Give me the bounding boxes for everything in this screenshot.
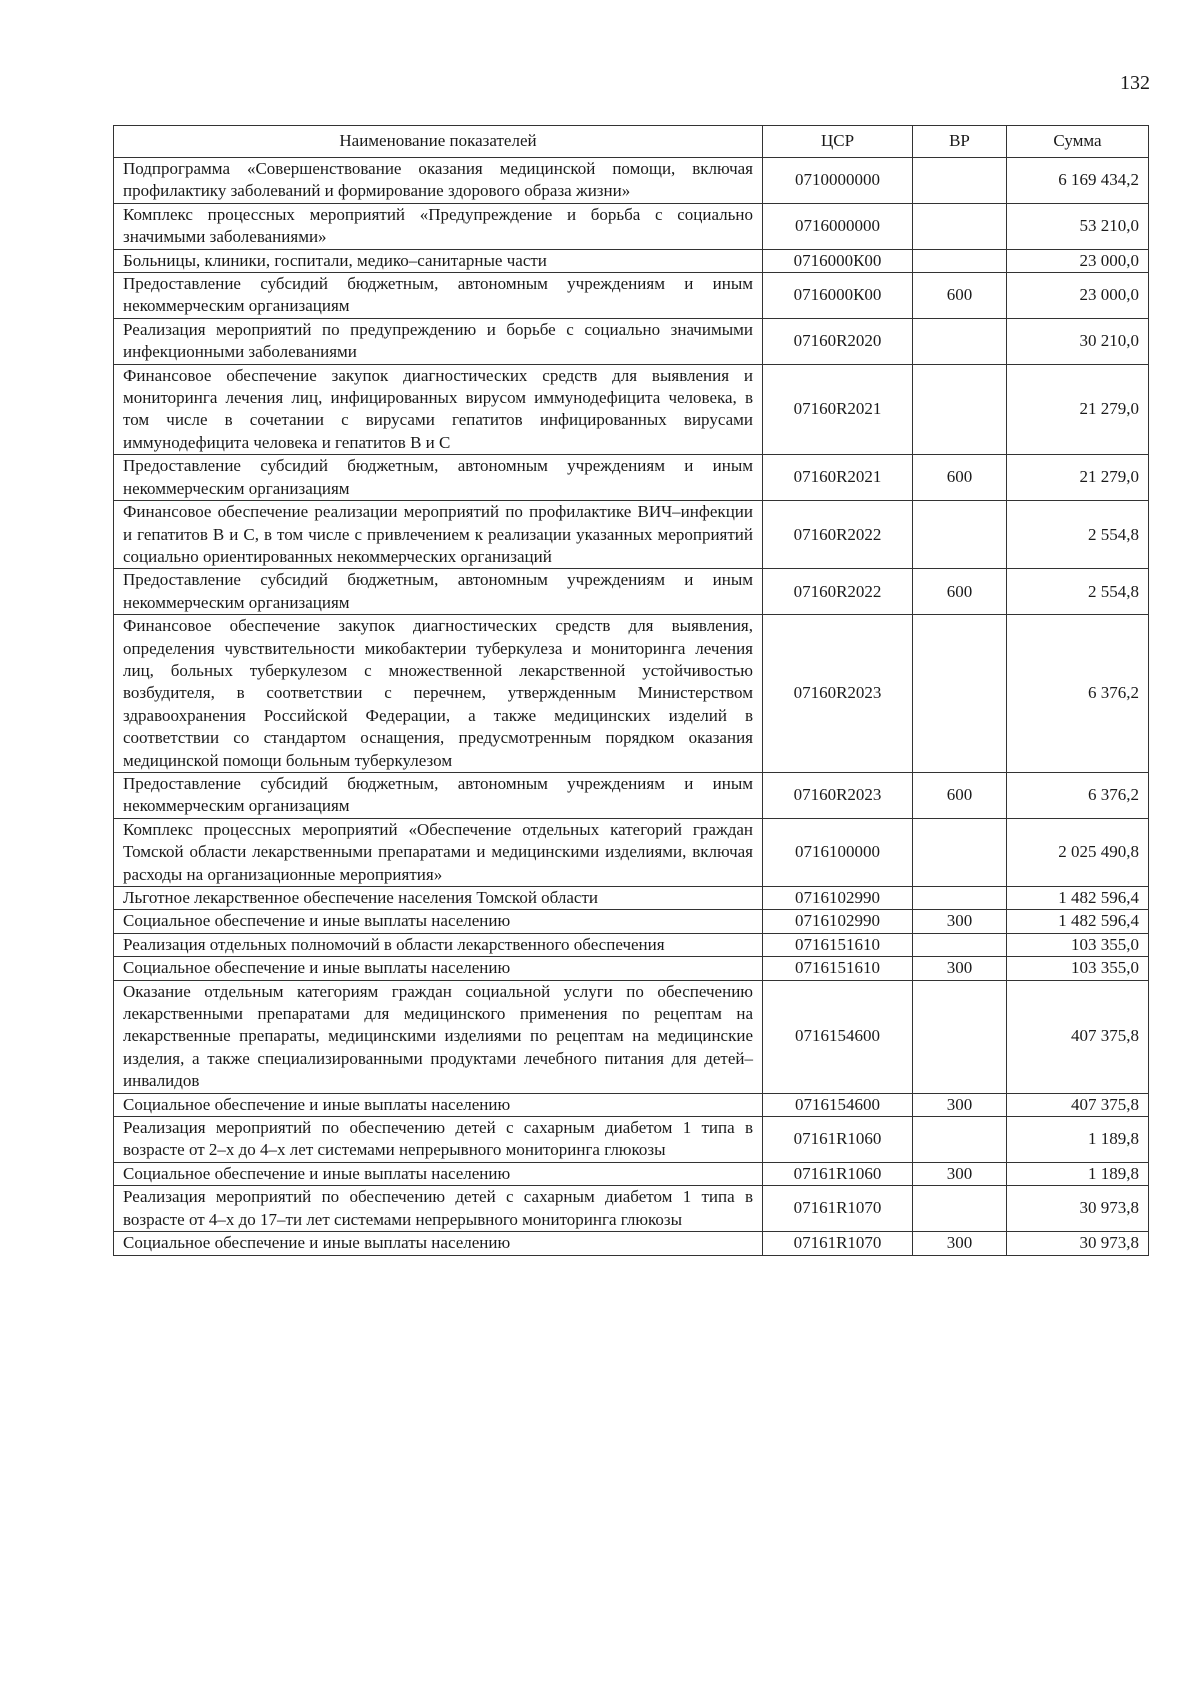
row-csr-cell: 07161R1060	[763, 1117, 913, 1163]
row-sum-cell: 1 482 596,4	[1007, 910, 1149, 933]
table-row	[114, 615, 1149, 773]
page-number: 132	[1120, 72, 1150, 94]
row-csr-cell: 07160R2020	[763, 318, 913, 364]
row-name-cell: Финансовое обеспечение закупок диагностических средств для выявления, определения чувствительности микобактерии туберкулеза и мониторинга лечения лиц, больных туберкулезом с множественной лекарственной устойчивостью возбудителя, в соответствии с перечнем, утвержденным Министерством здравоохранения Российской Федерации, а также медицинских изделий в соответствии со стандартом оснащения, предусмотренным порядком оказания медицинской помощи больным туберкулезом	[114, 615, 763, 773]
row-csr-cell: 0716151610	[763, 933, 913, 956]
row-csr-cell: 0710000000	[763, 158, 913, 204]
row-vr-cell: 300	[913, 1232, 1007, 1255]
row-csr-cell: 0716100000	[763, 818, 913, 886]
header-csr: ЦСР	[763, 126, 913, 158]
row-vr-cell	[913, 933, 1007, 956]
row-sum-cell: 103 355,0	[1007, 933, 1149, 956]
row-name-cell: Оказание отдельным категориям граждан социальной услуги по обеспечению лекарственными препаратами для медицинского применения по рецептам на лекарственные препараты, медицинскими изделиями по рецептам на медицинские изделия, а также специализированными продуктами лечебного питания для детей–инвалидов	[114, 980, 763, 1093]
row-name-cell: Подпрограмма «Совершенствование оказания медицинской помощи, включая профилактику заболеваний и формирование здорового образа жизни»	[114, 158, 763, 204]
row-vr-cell: 300	[913, 957, 1007, 980]
row-csr-cell: 0716102990	[763, 887, 913, 910]
row-name-cell: Льготное лекарственное обеспечение населения Томской области	[114, 887, 763, 910]
table-row	[114, 887, 1149, 910]
row-csr-cell: 0716154600	[763, 980, 913, 1093]
row-vr-cell: 600	[913, 455, 1007, 501]
row-vr-cell	[913, 980, 1007, 1093]
row-csr-cell: 07160R2021	[763, 364, 913, 455]
table-row	[114, 1162, 1149, 1185]
row-vr-cell: 300	[913, 910, 1007, 933]
row-csr-cell: 07161R1070	[763, 1232, 913, 1255]
table-row	[114, 1232, 1149, 1255]
row-sum-cell: 53 210,0	[1007, 203, 1149, 249]
row-csr-cell: 07160R2023	[763, 772, 913, 818]
row-vr-cell	[913, 203, 1007, 249]
row-vr-cell: 600	[913, 273, 1007, 319]
row-name-cell: Реализация мероприятий по предупреждению и борьбе с социально значимыми инфекционными заболеваниями	[114, 318, 763, 364]
row-sum-cell: 21 279,0	[1007, 364, 1149, 455]
table-body	[114, 158, 1149, 1256]
row-vr-cell	[913, 501, 1007, 569]
table-row	[114, 818, 1149, 886]
row-name-cell: Социальное обеспечение и иные выплаты населению	[114, 1232, 763, 1255]
row-sum-cell: 23 000,0	[1007, 273, 1149, 319]
row-csr-cell: 07160R2023	[763, 615, 913, 773]
budget-table	[113, 125, 1149, 1256]
header-sum: Сумма	[1007, 126, 1149, 158]
row-sum-cell: 6 169 434,2	[1007, 158, 1149, 204]
row-csr-cell: 0716000000	[763, 203, 913, 249]
row-name-cell: Предоставление субсидий бюджетным, автономным учреждениям и иным некоммерческим организациям	[114, 273, 763, 319]
row-name-cell: Социальное обеспечение и иные выплаты населению	[114, 1162, 763, 1185]
header-name: Наименование показателей	[114, 126, 763, 158]
row-sum-cell: 21 279,0	[1007, 455, 1149, 501]
row-name-cell: Комплекс процессных мероприятий «Обеспечение отдельных категорий граждан Томской области лекарственными препаратами и медицинскими изделиями, включая расходы на организационные мероприятия»	[114, 818, 763, 886]
row-name-cell: Реализация отдельных полномочий в области лекарственного обеспечения	[114, 933, 763, 956]
table-row	[114, 501, 1149, 569]
row-csr-cell: 0716102990	[763, 910, 913, 933]
table-row	[114, 772, 1149, 818]
row-sum-cell: 2 025 490,8	[1007, 818, 1149, 886]
row-sum-cell: 6 376,2	[1007, 615, 1149, 773]
table-row	[114, 1186, 1149, 1232]
row-csr-cell: 0716000К00	[763, 249, 913, 272]
row-csr-cell: 07160R2021	[763, 455, 913, 501]
row-sum-cell: 407 375,8	[1007, 1093, 1149, 1116]
table-row	[114, 957, 1149, 980]
row-csr-cell: 07161R1070	[763, 1186, 913, 1232]
row-vr-cell	[913, 364, 1007, 455]
row-sum-cell: 2 554,8	[1007, 501, 1149, 569]
row-vr-cell	[913, 887, 1007, 910]
row-name-cell: Финансовое обеспечение закупок диагностических средств для выявления и мониторинга лечения лиц, инфицированных вирусом иммунодефицита человека, в том числе в сочетании с вирусами гепатитов инфицированных вирусами иммунодефицита человека и гепатитов В и С	[114, 364, 763, 455]
table-row	[114, 273, 1149, 319]
table-row	[114, 203, 1149, 249]
table-row	[114, 158, 1149, 204]
row-sum-cell: 1 482 596,4	[1007, 887, 1149, 910]
row-name-cell: Комплекс процессных мероприятий «Предупреждение и борьба с социально значимыми заболеваниями»	[114, 203, 763, 249]
row-sum-cell: 23 000,0	[1007, 249, 1149, 272]
row-name-cell: Социальное обеспечение и иные выплаты населению	[114, 957, 763, 980]
row-name-cell: Больницы, клиники, госпитали, медико–санитарные части	[114, 249, 763, 272]
row-vr-cell: 300	[913, 1162, 1007, 1185]
row-name-cell: Финансовое обеспечение реализации мероприятий по профилактике ВИЧ–инфекции и гепатитов В и С, в том числе с привлечением к реализации указанных мероприятий социально ориентированных некоммерческих организаций	[114, 501, 763, 569]
row-csr-cell: 07160R2022	[763, 501, 913, 569]
table-row	[114, 980, 1149, 1093]
row-sum-cell: 30 973,8	[1007, 1186, 1149, 1232]
table-row	[114, 249, 1149, 272]
row-sum-cell: 1 189,8	[1007, 1162, 1149, 1185]
table-row	[114, 364, 1149, 455]
table-row	[114, 933, 1149, 956]
row-sum-cell: 30 210,0	[1007, 318, 1149, 364]
row-vr-cell	[913, 158, 1007, 204]
table-row	[114, 569, 1149, 615]
row-vr-cell: 300	[913, 1093, 1007, 1116]
row-csr-cell: 0716151610	[763, 957, 913, 980]
table-row	[114, 1117, 1149, 1163]
row-vr-cell	[913, 249, 1007, 272]
row-sum-cell: 407 375,8	[1007, 980, 1149, 1093]
row-name-cell: Реализация мероприятий по обеспечению детей с сахарным диабетом 1 типа в возрасте от 2–х до 4–х лет системами непрерывного мониторинга глюкозы	[114, 1117, 763, 1163]
table-row	[114, 1093, 1149, 1116]
row-vr-cell	[913, 1117, 1007, 1163]
row-csr-cell: 07160R2022	[763, 569, 913, 615]
row-vr-cell	[913, 318, 1007, 364]
row-sum-cell: 30 973,8	[1007, 1232, 1149, 1255]
row-name-cell: Предоставление субсидий бюджетным, автономным учреждениям и иным некоммерческим организациям	[114, 455, 763, 501]
row-name-cell: Реализация мероприятий по обеспечению детей с сахарным диабетом 1 типа в возрасте от 4–х до 17–ти лет системами непрерывного мониторинга глюкозы	[114, 1186, 763, 1232]
row-csr-cell: 0716000К00	[763, 273, 913, 319]
row-vr-cell	[913, 615, 1007, 773]
table-row	[114, 455, 1149, 501]
row-vr-cell: 600	[913, 772, 1007, 818]
row-name-cell: Социальное обеспечение и иные выплаты населению	[114, 1093, 763, 1116]
row-sum-cell: 6 376,2	[1007, 772, 1149, 818]
row-name-cell: Социальное обеспечение и иные выплаты населению	[114, 910, 763, 933]
row-sum-cell: 103 355,0	[1007, 957, 1149, 980]
row-vr-cell	[913, 818, 1007, 886]
row-sum-cell: 1 189,8	[1007, 1117, 1149, 1163]
row-name-cell: Предоставление субсидий бюджетным, автономным учреждениям и иным некоммерческим организациям	[114, 772, 763, 818]
row-name-cell: Предоставление субсидий бюджетным, автономным учреждениям и иным некоммерческим организациям	[114, 569, 763, 615]
header-vr: ВР	[913, 126, 1007, 158]
row-csr-cell: 07161R1060	[763, 1162, 913, 1185]
row-csr-cell: 0716154600	[763, 1093, 913, 1116]
table-row	[114, 318, 1149, 364]
table-header-row	[114, 126, 1149, 158]
table-row	[114, 910, 1149, 933]
row-vr-cell: 600	[913, 569, 1007, 615]
row-sum-cell: 2 554,8	[1007, 569, 1149, 615]
row-vr-cell	[913, 1186, 1007, 1232]
